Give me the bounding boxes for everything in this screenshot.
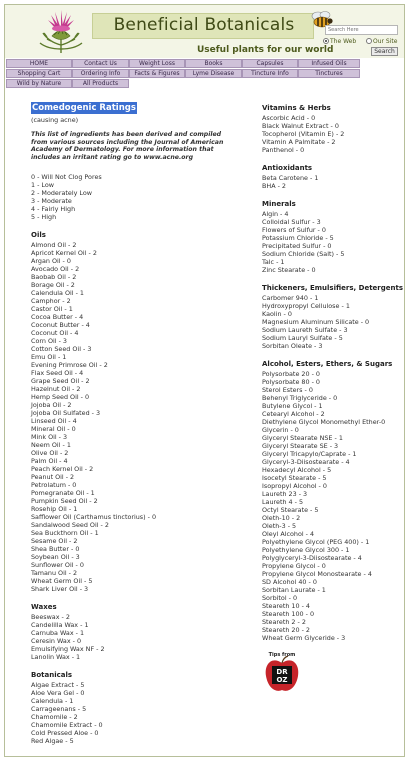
ingredient-item: Soybean Oil - 3 bbox=[31, 553, 80, 561]
page-frame bbox=[4, 4, 405, 757]
nav-item-weight-loss[interactable]: Weight Loss bbox=[129, 59, 185, 68]
ingredient-item: Chamomile Extract - 0 bbox=[31, 721, 103, 729]
section-heading: Antioxidants bbox=[262, 164, 313, 172]
section-antioxidants bbox=[262, 164, 405, 190]
page-subtitle: (causing acne) bbox=[31, 116, 79, 124]
ingredient-item: Aloe Vera Gel - 0 bbox=[31, 689, 85, 697]
ingredient-item: Grape Seed Oil - 2 bbox=[31, 377, 90, 385]
section-botanicals bbox=[31, 671, 241, 745]
section-minerals bbox=[262, 200, 405, 274]
site-title[interactable]: Beneficial Botanicals bbox=[113, 15, 295, 35]
ingredient-item: Lanolin Wax - 1 bbox=[31, 653, 81, 661]
radio-our-site-label: Our Site bbox=[373, 38, 398, 45]
ingredient-item: Corn Oil - 3 bbox=[31, 337, 67, 345]
ingredient-item: Hazelnut Oil - 2 bbox=[31, 385, 81, 393]
ingredient-item: Diethylene Glycol Monomethyl Ether-0 bbox=[262, 418, 386, 426]
radio-our-site[interactable] bbox=[366, 38, 372, 44]
ingredient-item: Glycerin - 0 bbox=[262, 426, 299, 434]
ingredient-item: Cetearyl Alcohol - 2 bbox=[262, 410, 325, 418]
scale-item: 5 - High bbox=[31, 213, 57, 221]
badge-line-2: OZ bbox=[276, 676, 288, 684]
nav-row-1 bbox=[6, 59, 403, 68]
ingredient-item: Jojoba Oil - 2 bbox=[31, 401, 72, 409]
ingredient-item: Steareth 10 - 4 bbox=[262, 602, 310, 610]
ingredient-item: Tamanu Oil - 2 bbox=[31, 569, 78, 577]
ingredient-item: Algae Extract - 5 bbox=[31, 681, 85, 689]
ingredient-item: Evening Primrose Oil - 2 bbox=[31, 361, 108, 369]
ingredient-item: Hydroxypropyl Cellulose - 1 bbox=[262, 302, 350, 310]
left-sections bbox=[31, 231, 241, 745]
right-column bbox=[262, 104, 405, 696]
ingredient-item: Isopropyl Alcohol - 0 bbox=[262, 482, 327, 490]
ingredient-item: Beta Carotene - 1 bbox=[262, 174, 319, 182]
ingredient-item: Propylene Glycol Monostearate - 4 bbox=[262, 570, 372, 578]
nav-item-tinctures[interactable]: Tinctures bbox=[298, 69, 360, 78]
ingredient-item: Precipitated Sulfur - 0 bbox=[262, 242, 332, 250]
section-heading: Alcohol, Esters, Ethers, & Sugars bbox=[262, 360, 393, 368]
ingredient-item: Polyethylene Glycol (PEG 400) - 1 bbox=[262, 538, 370, 546]
site-title-bar bbox=[92, 13, 314, 39]
ingredient-item: Baobab Oil - 2 bbox=[31, 273, 77, 281]
ingredient-item: SD Alcohol 40 - 0 bbox=[262, 578, 317, 586]
ingredient-item: Calendula Oil - 1 bbox=[31, 289, 84, 297]
scale-item: 4 - Fairly High bbox=[31, 205, 76, 213]
ingredient-item: Camphor - 2 bbox=[31, 297, 71, 305]
ingredient-item: Jojoba Oil Sulfated - 3 bbox=[31, 409, 101, 417]
section-vitamins-herbs bbox=[262, 104, 405, 154]
ingredient-item: Carnuba Wax - 1 bbox=[31, 629, 85, 637]
ingredient-item: Vitamin A Palmitate - 2 bbox=[262, 138, 336, 146]
ingredient-item: Zinc Stearate - 0 bbox=[262, 266, 316, 274]
ingredient-item: Argan Oil - 0 bbox=[31, 257, 71, 265]
ingredient-item: Sodium Lauryl Sulfate - 5 bbox=[262, 334, 343, 342]
ingredient-item: Almond Oil - 2 bbox=[31, 241, 77, 249]
ingredient-item: Sorbitan Oleate - 3 bbox=[262, 342, 323, 350]
search-scope-radios bbox=[323, 38, 397, 45]
left-column bbox=[31, 102, 241, 745]
badge-top-text: Tips from bbox=[268, 652, 296, 658]
nav-row-2 bbox=[6, 69, 403, 78]
scale-item: 0 - Will Not Clog Pores bbox=[31, 173, 102, 181]
ingredient-item: Glyceryl Stearate NSE - 1 bbox=[262, 434, 343, 442]
section-thickeners-emulsifiers-detergents bbox=[262, 284, 405, 350]
site-header bbox=[5, 5, 404, 58]
nav-item-shopping-cart[interactable]: Shopping Cart bbox=[6, 69, 72, 78]
ingredient-item: Carbomer 940 - 1 bbox=[262, 294, 319, 302]
ingredient-item: Laureth 4 - 5 bbox=[262, 498, 304, 506]
scale-item: 2 - Moderately Low bbox=[31, 189, 93, 197]
ingredient-item: Tocopherol (Vitamin E) - 2 bbox=[262, 130, 345, 138]
ingredient-item: Propylene Glycol - 0 bbox=[262, 562, 326, 570]
nav-item-facts-figures[interactable]: Facts & Figures bbox=[129, 69, 185, 78]
section-heading: Waxes bbox=[31, 603, 57, 611]
ingredient-item: Borage Oil - 2 bbox=[31, 281, 75, 289]
ingredient-item: Emu Oil - 1 bbox=[31, 353, 67, 361]
ingredient-item: Sea Buckthorn Oil - 1 bbox=[31, 529, 99, 537]
ingredient-item: Cold Pressed Aloe - 0 bbox=[31, 729, 99, 737]
section-alcohol-esters-ethers-sugars bbox=[262, 360, 405, 642]
intro-paragraph: This list of ingredients has been derived and compiled from various sources including the Journal of American Academy of Dermatology. For more information that includes an irritant rating go to www.acne.org bbox=[31, 131, 224, 161]
ingredient-item: Peach Kernel Oil - 2 bbox=[31, 465, 94, 473]
ingredient-item: Linseed Oil - 4 bbox=[31, 417, 77, 425]
ingredient-item: Colloidal Sulfur - 3 bbox=[262, 218, 321, 226]
ingredient-item: Isocetyl Stearate - 5 bbox=[262, 474, 327, 482]
ingredient-item: Oleyl Alcohol - 4 bbox=[262, 530, 315, 538]
ingredient-item: Carrageenans - 5 bbox=[31, 705, 87, 713]
ingredient-item: Hexadecyl Alcohol - 5 bbox=[262, 466, 332, 474]
ingredient-item: Peanut Oil - 2 bbox=[31, 473, 75, 481]
ingredient-item: Wheat Germ Glyceride - 3 bbox=[262, 634, 346, 642]
rating-scale bbox=[31, 173, 241, 221]
ingredient-item: Sodium Laureth Sulfate - 3 bbox=[262, 326, 348, 334]
main-nav bbox=[6, 59, 403, 89]
section-oils bbox=[31, 231, 241, 593]
ingredient-item: Flowers of Sulfur - 0 bbox=[262, 226, 326, 234]
ingredient-item: Sorbitan Laurate - 1 bbox=[262, 586, 326, 594]
ingredient-item: Polysorbate 20 - 0 bbox=[262, 370, 320, 378]
section-heading: Vitamins & Herbs bbox=[262, 104, 331, 112]
nav-item-contact-us[interactable]: Contact Us bbox=[72, 59, 129, 68]
dr-oz-badge-icon[interactable] bbox=[262, 650, 302, 694]
ingredient-item: Mineral Oil - 0 bbox=[31, 425, 76, 433]
ingredient-item: Petrolatum - 0 bbox=[31, 481, 77, 489]
ingredient-item: Shea Butter - 0 bbox=[31, 545, 80, 553]
search-button[interactable]: Search bbox=[371, 47, 398, 56]
ingredient-item: Shark Liver Oil - 3 bbox=[31, 585, 89, 593]
ingredient-item: Mink Oil - 3 bbox=[31, 433, 68, 441]
ingredient-item: Octyl Stearate - 5 bbox=[262, 506, 319, 514]
ingredient-item: Oleth-3 - 5 bbox=[262, 522, 297, 530]
ingredient-item: Red Algae - 5 bbox=[31, 737, 74, 745]
ingredient-item: Behenyl Triglyceride - 0 bbox=[262, 394, 338, 402]
search-input[interactable] bbox=[325, 25, 398, 35]
ingredient-item: Algin - 4 bbox=[262, 210, 289, 218]
ingredient-item: Emulsifying Wax NF - 2 bbox=[31, 645, 105, 653]
ingredient-item: Glyceryl Stearate SE - 3 bbox=[262, 442, 339, 450]
ingredient-item: Steareth 100 - 0 bbox=[262, 610, 315, 618]
ingredient-item: Sunflower Oil - 0 bbox=[31, 561, 84, 569]
ingredient-item: Ascorbic Acid - 0 bbox=[262, 114, 316, 122]
ingredient-item: Chamomile - 2 bbox=[31, 713, 78, 721]
ingredient-item: Oleth-10 - 2 bbox=[262, 514, 301, 522]
ingredient-item: Coconut Oil - 4 bbox=[31, 329, 79, 337]
nav-item-ordering-info[interactable]: Ordering Info bbox=[72, 69, 129, 78]
ingredient-item: Beeswax - 2 bbox=[31, 613, 70, 621]
ingredient-item: Ceresin Wax - 0 bbox=[31, 637, 82, 645]
ingredient-item: Glyceryl-3-Diisostearate - 4 bbox=[262, 458, 350, 466]
ingredient-item: Castor Oil - 1 bbox=[31, 305, 73, 313]
scale-item: 3 - Moderate bbox=[31, 197, 72, 205]
radio-web-label: The Web bbox=[330, 38, 357, 45]
ingredient-item: Steareth 2 - 2 bbox=[262, 618, 306, 626]
ingredient-item: Sandalwood Seed Oil - 2 bbox=[31, 521, 109, 529]
ingredient-item: Black Walnut Extract - 0 bbox=[262, 122, 339, 130]
radio-web[interactable] bbox=[323, 38, 329, 44]
ingredient-item: Flax Seed Oil - 4 bbox=[31, 369, 84, 377]
ingredient-item: Olive Oil - 2 bbox=[31, 449, 69, 457]
ingredient-item: Neem Oil - 1 bbox=[31, 441, 71, 449]
ingredient-item: Avocado Oil - 2 bbox=[31, 265, 80, 273]
ingredient-item: Potassium Chloride - 5 bbox=[262, 234, 334, 242]
ingredient-item: Apricot Kernel Oil - 2 bbox=[31, 249, 97, 257]
ingredient-item: Sorbitol - 0 bbox=[262, 594, 298, 602]
ingredient-item: Cocoa Butter - 4 bbox=[31, 313, 84, 321]
ingredient-item: Pomegranate Oil - 1 bbox=[31, 489, 95, 497]
section-heading: Thickeners, Emulsifiers, Detergents bbox=[262, 284, 404, 292]
ingredient-item: Cotton Seed Oil - 3 bbox=[31, 345, 92, 353]
nav-item-wild-by-nature[interactable]: Wild by Nature bbox=[6, 79, 72, 88]
nav-item-tincture-info[interactable]: Tincture Info bbox=[242, 69, 298, 78]
section-waxes bbox=[31, 603, 241, 661]
ingredient-item: Steareth 20 - 2 bbox=[262, 626, 310, 634]
nav-item-home[interactable]: HOME bbox=[6, 59, 72, 68]
ingredient-item: Wheat Germ Oil - 5 bbox=[31, 577, 93, 585]
ingredient-item: Sodium Chloride (Salt) - 5 bbox=[262, 250, 345, 258]
nav-item-books[interactable]: Books bbox=[185, 59, 242, 68]
ingredient-item: Magnesium Aluminum Silicate - 0 bbox=[262, 318, 370, 326]
ingredient-item: Coconut Butter - 4 bbox=[31, 321, 90, 329]
thistle-logo-icon[interactable] bbox=[37, 9, 85, 55]
ingredient-item: Panthenol - 0 bbox=[262, 146, 305, 154]
ingredient-item: Calendula - 1 bbox=[31, 697, 74, 705]
nav-item-lyme-disease[interactable]: Lyme Disease bbox=[185, 69, 242, 78]
ingredient-item: Sterol Esters - 0 bbox=[262, 386, 313, 394]
ingredient-item: Palm Oil - 4 bbox=[31, 457, 68, 465]
ingredient-item: Rosehip Oil - 1 bbox=[31, 505, 78, 513]
site-tagline: Useful plants for our world bbox=[197, 45, 334, 55]
page-title: Comedogenic Ratings bbox=[32, 103, 136, 113]
ingredient-item: BHA - 2 bbox=[262, 182, 286, 190]
ingredient-item: Talc - 1 bbox=[262, 258, 285, 266]
nav-item-infused-oils[interactable]: Infused Oils bbox=[298, 59, 360, 68]
nav-item-all-products[interactable]: All Products bbox=[72, 79, 129, 88]
section-heading: Botanicals bbox=[31, 671, 73, 679]
ingredient-item: Polyethylene Glycol 300 - 1 bbox=[262, 546, 350, 554]
ingredient-item: Candelilla Wax - 1 bbox=[31, 621, 89, 629]
ingredient-item: Kaolin - 0 bbox=[262, 310, 292, 318]
ingredient-item: Sesame Oil - 2 bbox=[31, 537, 78, 545]
nav-row-3 bbox=[6, 79, 403, 88]
badge-line-1: DR bbox=[276, 668, 288, 676]
ingredient-item: Hemp Seed Oil - 0 bbox=[31, 393, 90, 401]
ingredient-item: Polyglyceryl-3-Diisostearate - 4 bbox=[262, 554, 362, 562]
ingredient-item: Polysorbate 80 - 0 bbox=[262, 378, 320, 386]
ingredient-item: Safflower Oil (Carthamus tinctorius) - 0 bbox=[31, 513, 157, 521]
ingredient-item: Laureth 23 - 3 bbox=[262, 490, 308, 498]
scale-item: 1 - Low bbox=[31, 181, 55, 189]
section-heading: Oils bbox=[31, 231, 46, 239]
nav-item-capsules[interactable]: Capsules bbox=[242, 59, 298, 68]
ingredient-item: Pumpkin Seed Oil - 2 bbox=[31, 497, 98, 505]
right-sections bbox=[262, 104, 405, 642]
ingredient-item: Glyceryl Tricapylo/Caprate - 1 bbox=[262, 450, 357, 458]
section-heading: Minerals bbox=[262, 200, 296, 208]
ingredient-item: Butylene Glycol - 1 bbox=[262, 402, 323, 410]
